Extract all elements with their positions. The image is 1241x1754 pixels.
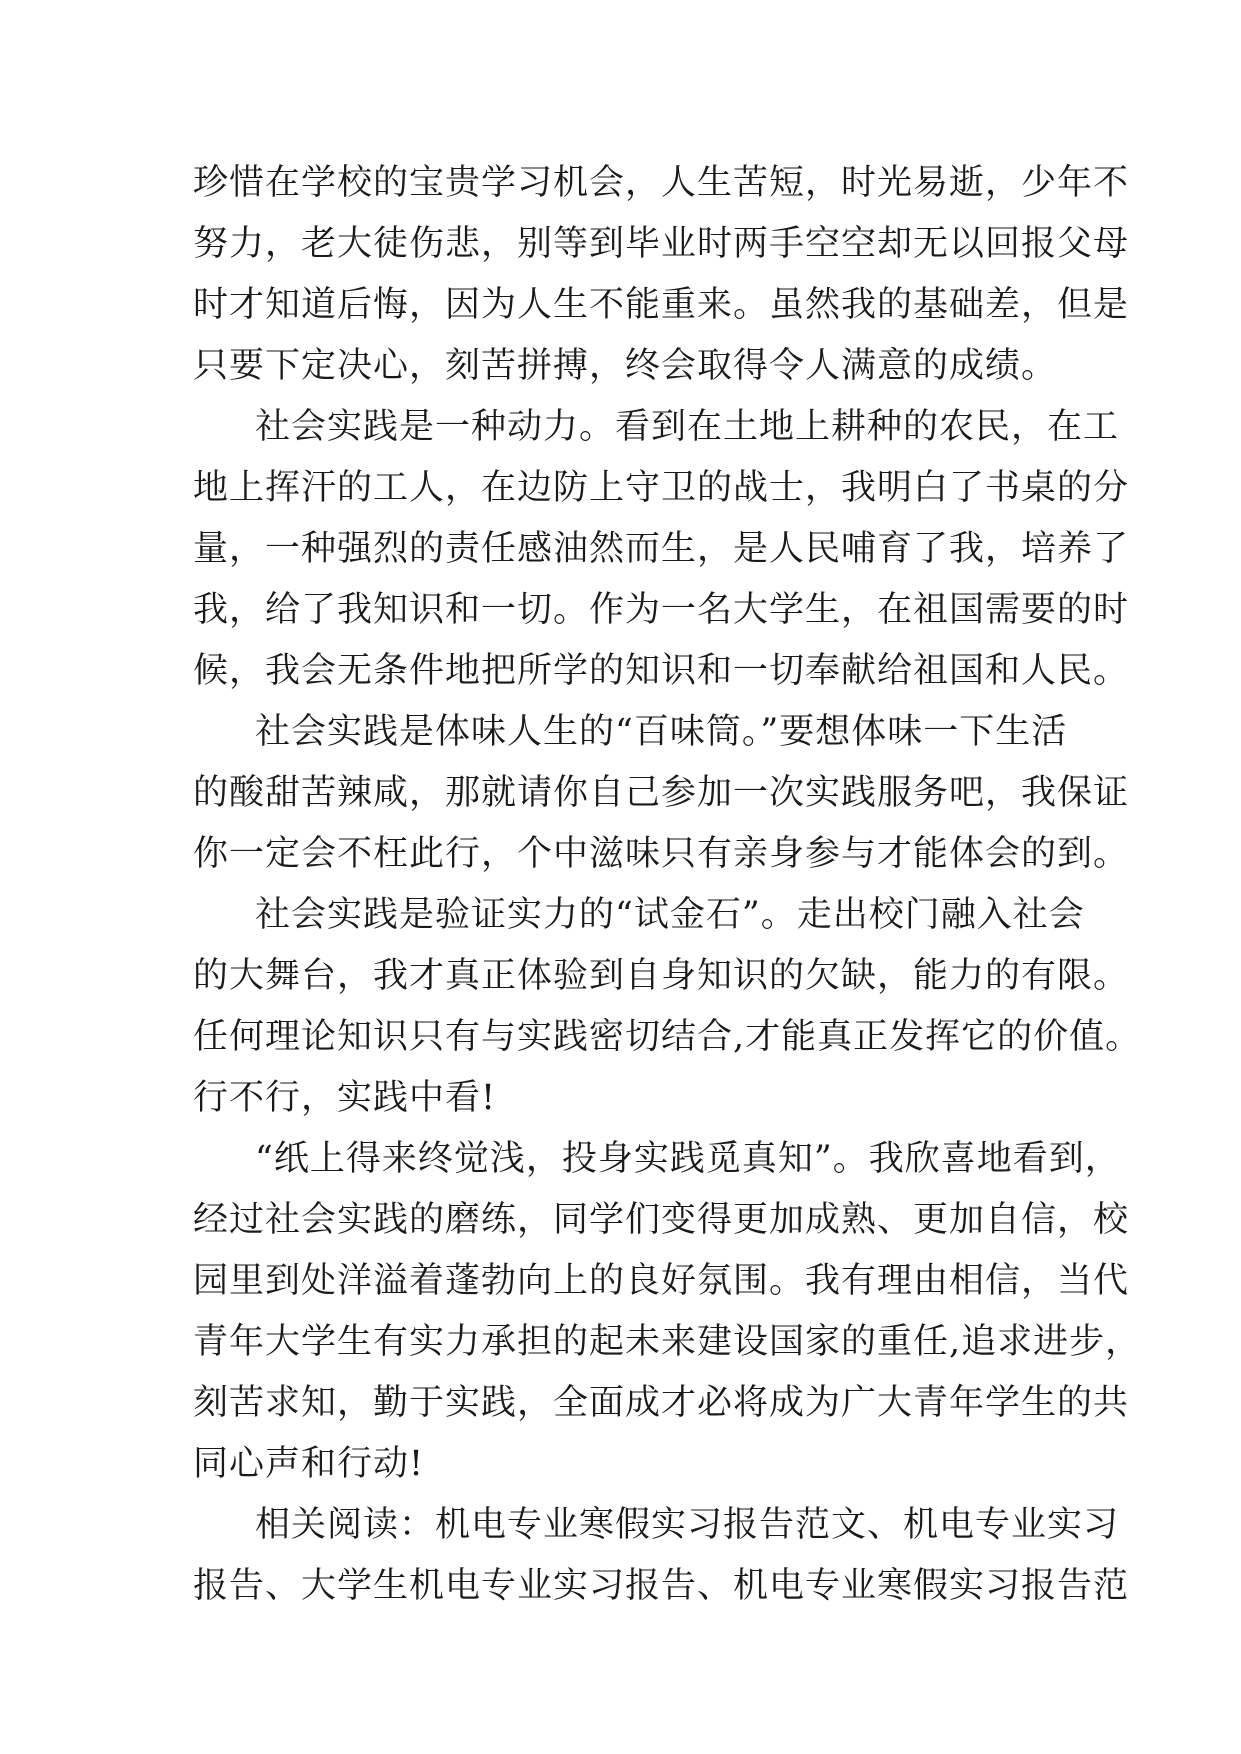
text-line: 社会实践是体味人生的“百味筒。”要想体味一下生活 bbox=[255, 712, 1068, 752]
text-line: 努力，老大徒伤悲，别等到毕业时两手空空却无以回报父母 bbox=[193, 224, 1130, 264]
paragraph bbox=[193, 885, 1142, 1129]
text-line: 报告、大学生机电专业实习报告、机电专业寒假实习报告范 bbox=[193, 1566, 1130, 1606]
text-line: 青年大学生有实力承担的起未来建设国家的重任,追求进步， bbox=[193, 1322, 1142, 1362]
text-line: 的大舞台，我才真正体验到自身知识的欠缺，能力的有限。 bbox=[193, 956, 1130, 996]
text-line: 你一定会不枉此行，个中滋味只有亲身参与才能体会的到。 bbox=[193, 834, 1130, 874]
paragraph bbox=[193, 702, 1130, 885]
paragraph bbox=[193, 1495, 1130, 1617]
paragraph bbox=[193, 397, 1130, 702]
text-line: 相关阅读：机电专业寒假实习报告范文、机电专业实习 bbox=[255, 1505, 1120, 1545]
text-line: 刻苦求知，勤于实践，全面成才必将成为广大青年学生的共 bbox=[193, 1383, 1130, 1423]
text-line: 园里到处洋溢着蓬勃向上的良好氛围。我有理由相信，当代 bbox=[193, 1261, 1130, 1301]
text-line: “纸上得来终觉浅，投身实践觅真知”。我欣喜地看到， bbox=[255, 1139, 1121, 1179]
text-line: 同心声和行动! bbox=[193, 1444, 425, 1484]
text-line: 珍惜在学校的宝贵学习机会，人生苦短，时光易逝，少年不 bbox=[193, 163, 1130, 203]
document-body bbox=[193, 153, 1142, 1617]
text-line: 社会实践是验证实力的“试金石”。走出校门融入社会 bbox=[255, 895, 1085, 935]
text-line: 的酸甜苦辣咸，那就请你自己参加一次实践服务吧，我保证 bbox=[193, 773, 1130, 813]
text-line: 行不行，实践中看! bbox=[193, 1078, 497, 1118]
text-line: 经过社会实践的磨练，同学们变得更加成熟、更加自信，校 bbox=[193, 1200, 1130, 1240]
paragraph bbox=[193, 153, 1130, 397]
text-line: 地上挥汗的工人，在边防上守卫的战士，我明白了书桌的分 bbox=[193, 468, 1130, 508]
text-line: 任何理论知识只有与实践密切结合,才能真正发挥它的价值。 bbox=[193, 1017, 1142, 1057]
text-line: 候，我会无条件地把所学的知识和一切奉献给祖国和人民。 bbox=[193, 651, 1130, 691]
text-line: 社会实践是一种动力。看到在土地上耕种的农民，在工 bbox=[255, 407, 1120, 447]
text-line: 量，一种强烈的责任感油然而生，是人民哺育了我，培养了 bbox=[193, 529, 1130, 569]
text-line: 只要下定决心，刻苦拼搏，终会取得令人满意的成绩。 bbox=[193, 346, 1058, 386]
text-line: 我，给了我知识和一切。作为一名大学生，在祖国需要的时 bbox=[193, 590, 1130, 630]
paragraph bbox=[193, 1129, 1142, 1495]
text-line: 时才知道后悔，因为人生不能重来。虽然我的基础差，但是 bbox=[193, 285, 1130, 325]
